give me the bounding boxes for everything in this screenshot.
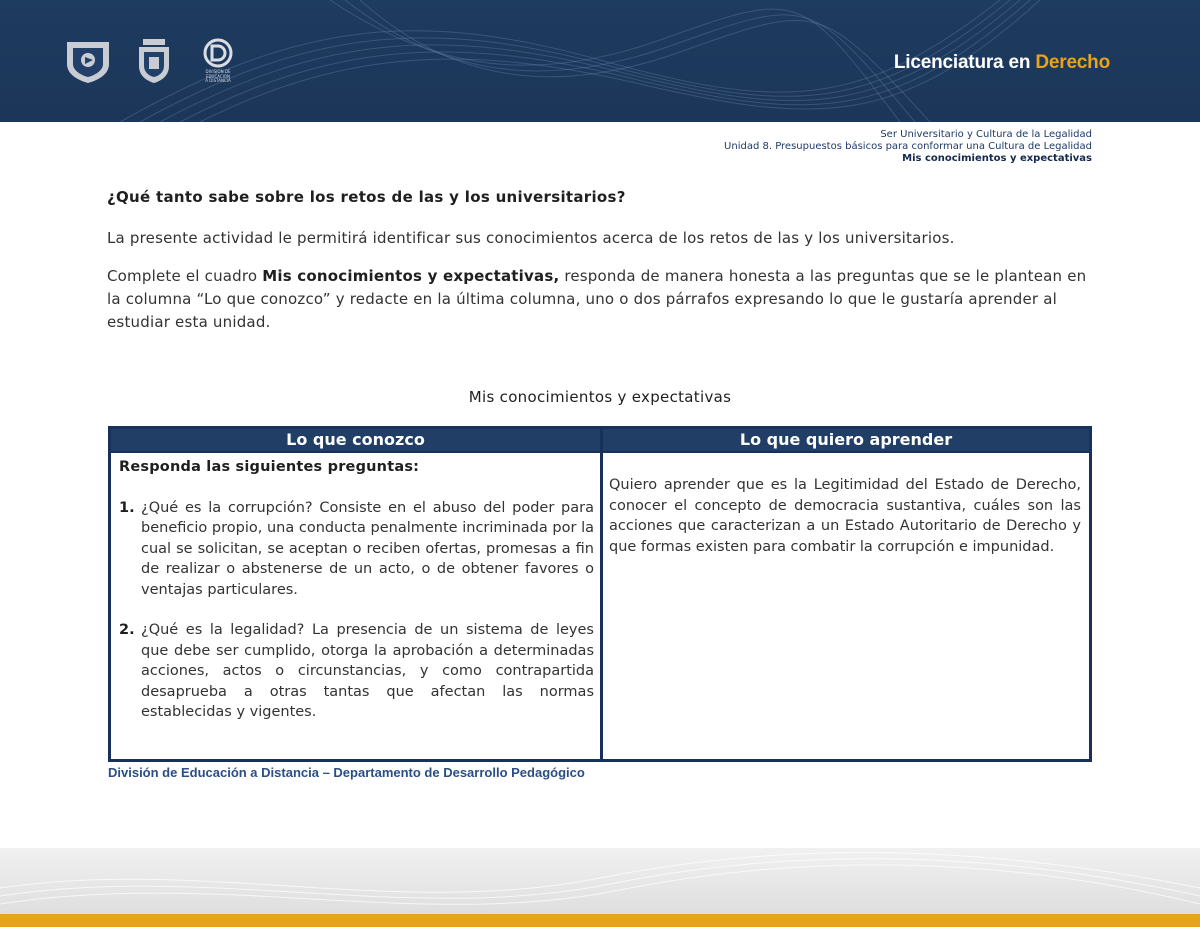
bottom-wave-decoration <box>0 848 1200 914</box>
fes-shield-logo <box>128 36 180 86</box>
ded-caption-line: A DISTANCIA <box>205 78 231 84</box>
list-item-text: ¿Qué es la legalidad? La presencia de un sistema de leyes que debe ser cumplido, otorga la aprobación a determinadas acciones, actos o circunstancias, y como contrapartida desaprueba a otras tantas que afectan las normas establecidas y vigentes. <box>141 622 594 720</box>
table-cell-learn: Quiero aprender que es la Legitimidad del Estado de Derecho, conocer el concepto de democracia sustantiva, cuáles son las acciones que caracterizan a un Estado Autoritario de Derecho y que formas existen para combatir la corrupción e impunidad. <box>609 477 1081 555</box>
ded-caption-line: EDUCACIÓN <box>205 73 231 79</box>
institution-logos <box>62 36 242 86</box>
list-item-number: 2. <box>119 622 135 638</box>
bottom-accent-stripe <box>0 914 1200 927</box>
bottom-band <box>0 848 1200 914</box>
program-title-accent: Derecho <box>1035 52 1110 73</box>
list-item <box>119 620 594 723</box>
known-lead: Responda las siguientes preguntas: <box>119 459 420 475</box>
list-item-number: 1. <box>119 499 135 516</box>
table-header-learn: Lo que quiero aprender <box>603 429 1089 453</box>
intro-paragraph-2 <box>107 265 1097 334</box>
knowledge-table <box>108 426 1092 762</box>
header-band <box>0 0 1200 122</box>
intro-paragraph-2-start: Complete el cuadro <box>107 267 263 285</box>
table-header-known: Lo que conozco <box>111 429 603 453</box>
list-item <box>119 498 594 601</box>
program-title-prefix: Licenciatura en <box>893 52 1031 73</box>
intro-paragraph-2-end: responda de manera honesta a las preguntas que se le plantean en la columna “Lo que conozco” y redacte en la última columna, uno o dos párrafos expresando lo que le gustaría aprender al estudiar esta unidad. <box>107 267 1087 331</box>
table-caption: Mis conocimientos y expectativas <box>468 388 732 406</box>
unam-shield-logo <box>62 36 114 86</box>
intro-question: ¿Qué tanto sabe sobre los retos de las y los universitarios? <box>107 188 626 206</box>
ded-logo <box>194 36 242 86</box>
list-item-text: ¿Qué es la corrupción? Consiste en el abuso del poder para beneficio propio, una conducta penalmente incriminada por la cual se solicitan, se aceptan o reciben ofertas, promesas a fin de realizar o abstenerse de un acto, o de obtener favores o ventajas particulares. <box>141 499 594 598</box>
table-cell-known <box>111 453 603 759</box>
program-title <box>894 52 1110 74</box>
course-meta <box>724 129 1092 165</box>
unit-name: Unidad 8. Presupuestos básicos para conformar una Cultura de Legalidad <box>724 141 1092 152</box>
ded-caption-line: DIVISIÓN DE <box>205 69 231 75</box>
activity-name: Mis conocimientos y expectativas <box>902 153 1092 164</box>
course-name: Ser Universitario y Cultura de la Legalidad <box>880 129 1092 140</box>
intro-paragraph-2-bold: Mis conocimientos y expectativas, <box>262 267 560 285</box>
footer-department: División de Educación a Distancia – Departamento de Desarrollo Pedagógico <box>108 765 585 780</box>
intro-paragraph-1: La presente actividad le permitirá identificar sus conocimientos acerca de los retos de las y los universitarios. <box>107 229 955 247</box>
